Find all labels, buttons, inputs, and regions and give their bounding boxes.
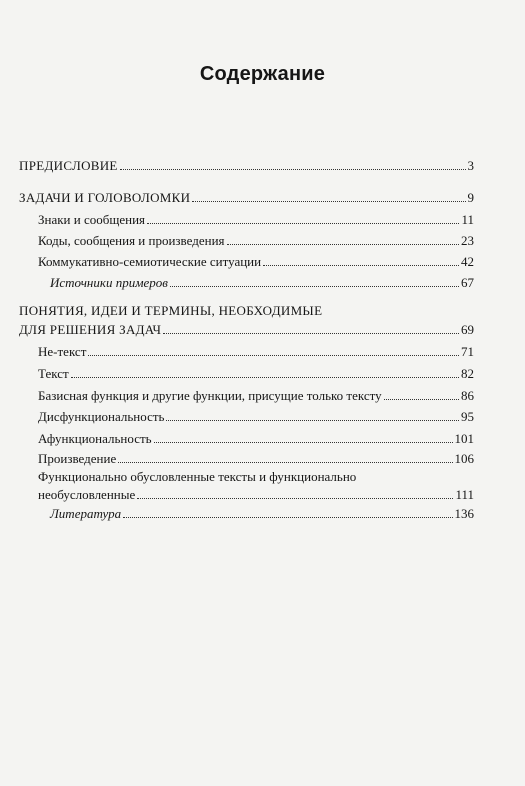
toc-entry-situations[interactable]: [38, 251, 474, 269]
toc-entry-basic-function[interactable]: [38, 385, 474, 403]
toc-entry-page: 11: [461, 212, 474, 227]
dot-leader: [71, 376, 459, 378]
toc-entry-label: ЗАДАЧИ И ГОЛОВОЛОМКИ: [19, 190, 191, 205]
toc-entry-label: Знаки и сообщения: [38, 212, 146, 227]
toc-entry-tasks[interactable]: [19, 187, 474, 205]
toc-entry-page: 67: [461, 275, 474, 290]
dot-leader: [88, 354, 459, 356]
toc-entry-codes[interactable]: [38, 230, 474, 248]
page-title: Содержание: [199, 63, 326, 85]
dot-leader: [384, 398, 459, 400]
dot-leader: [192, 200, 465, 202]
toc-entry-afunctionality[interactable]: [38, 428, 474, 446]
dot-leader: [170, 285, 459, 287]
toc-entry-page: 23: [461, 233, 474, 248]
toc-entry-label: Базисная функция и другие функции, присущие только тексту: [38, 388, 382, 403]
toc-entry-page: 69: [461, 322, 474, 337]
toc-entry-text[interactable]: [38, 363, 474, 381]
toc-entry-label-line1: ПОНЯТИЯ, ИДЕИ И ТЕРМИНЫ, НЕОБХОДИМЫЕ: [19, 303, 323, 318]
toc-entry-page: 136: [454, 506, 474, 521]
toc-entry-preface[interactable]: [19, 155, 474, 173]
toc-entry-page: 42: [461, 254, 474, 269]
toc-entry-page: 3: [467, 158, 474, 173]
toc-entry-label: Дисфункциональность: [38, 409, 165, 424]
toc-entry-label: Коммукативно-семиотические ситуации: [38, 254, 262, 269]
dot-leader: [263, 264, 459, 266]
toc-entry-page: 111: [455, 487, 474, 502]
toc-entry-page: 101: [454, 431, 474, 446]
toc-entry-page: 71: [461, 344, 474, 359]
toc-entry-label: Текст: [38, 366, 69, 381]
toc-entry-label: Не-текст: [38, 344, 87, 359]
toc-entry-functional-texts[interactable]: [38, 484, 474, 502]
toc-entry-label: ПРЕДИСЛОВИЕ: [19, 158, 118, 173]
dot-leader: [147, 222, 459, 224]
toc-entry-page: 82: [461, 366, 474, 381]
toc-entry-label: Коды, сообщения и произведения: [38, 233, 225, 248]
toc-entry-page: 86: [461, 388, 474, 403]
toc-entry-page: 9: [467, 190, 474, 205]
dot-leader: [118, 461, 452, 463]
dot-leader: [163, 332, 459, 334]
toc-entry-concepts[interactable]: [19, 319, 474, 337]
toc-entry-dysfunctionality[interactable]: [38, 406, 474, 424]
toc-entry-label: Литература: [50, 506, 122, 521]
dot-leader: [120, 168, 466, 170]
toc-entry-literature[interactable]: [50, 503, 474, 521]
dot-leader: [137, 497, 453, 499]
toc-entry-label-line1: Функционально обусловленные тексты и функционально: [38, 469, 357, 484]
toc-entry-work[interactable]: [38, 448, 474, 466]
dot-leader: [123, 516, 452, 518]
dot-leader: [166, 419, 459, 421]
toc-entry-page: 106: [454, 451, 474, 466]
toc-entry-label: Афункциональность: [38, 431, 152, 446]
toc-entry-label: Источники примеров: [50, 275, 168, 290]
dot-leader: [227, 243, 459, 245]
toc-entry-sources[interactable]: [50, 272, 474, 290]
toc-entry-label: ДЛЯ РЕШЕНИЯ ЗАДАЧ: [19, 322, 162, 337]
toc-entry-label: Произведение: [38, 451, 117, 466]
dot-leader: [154, 441, 453, 443]
toc-entry-label: необусловленные: [38, 487, 136, 502]
toc-entry-signs[interactable]: [38, 209, 474, 227]
toc-entry-page: 95: [461, 409, 474, 424]
toc-entry-non-text[interactable]: [38, 341, 474, 359]
